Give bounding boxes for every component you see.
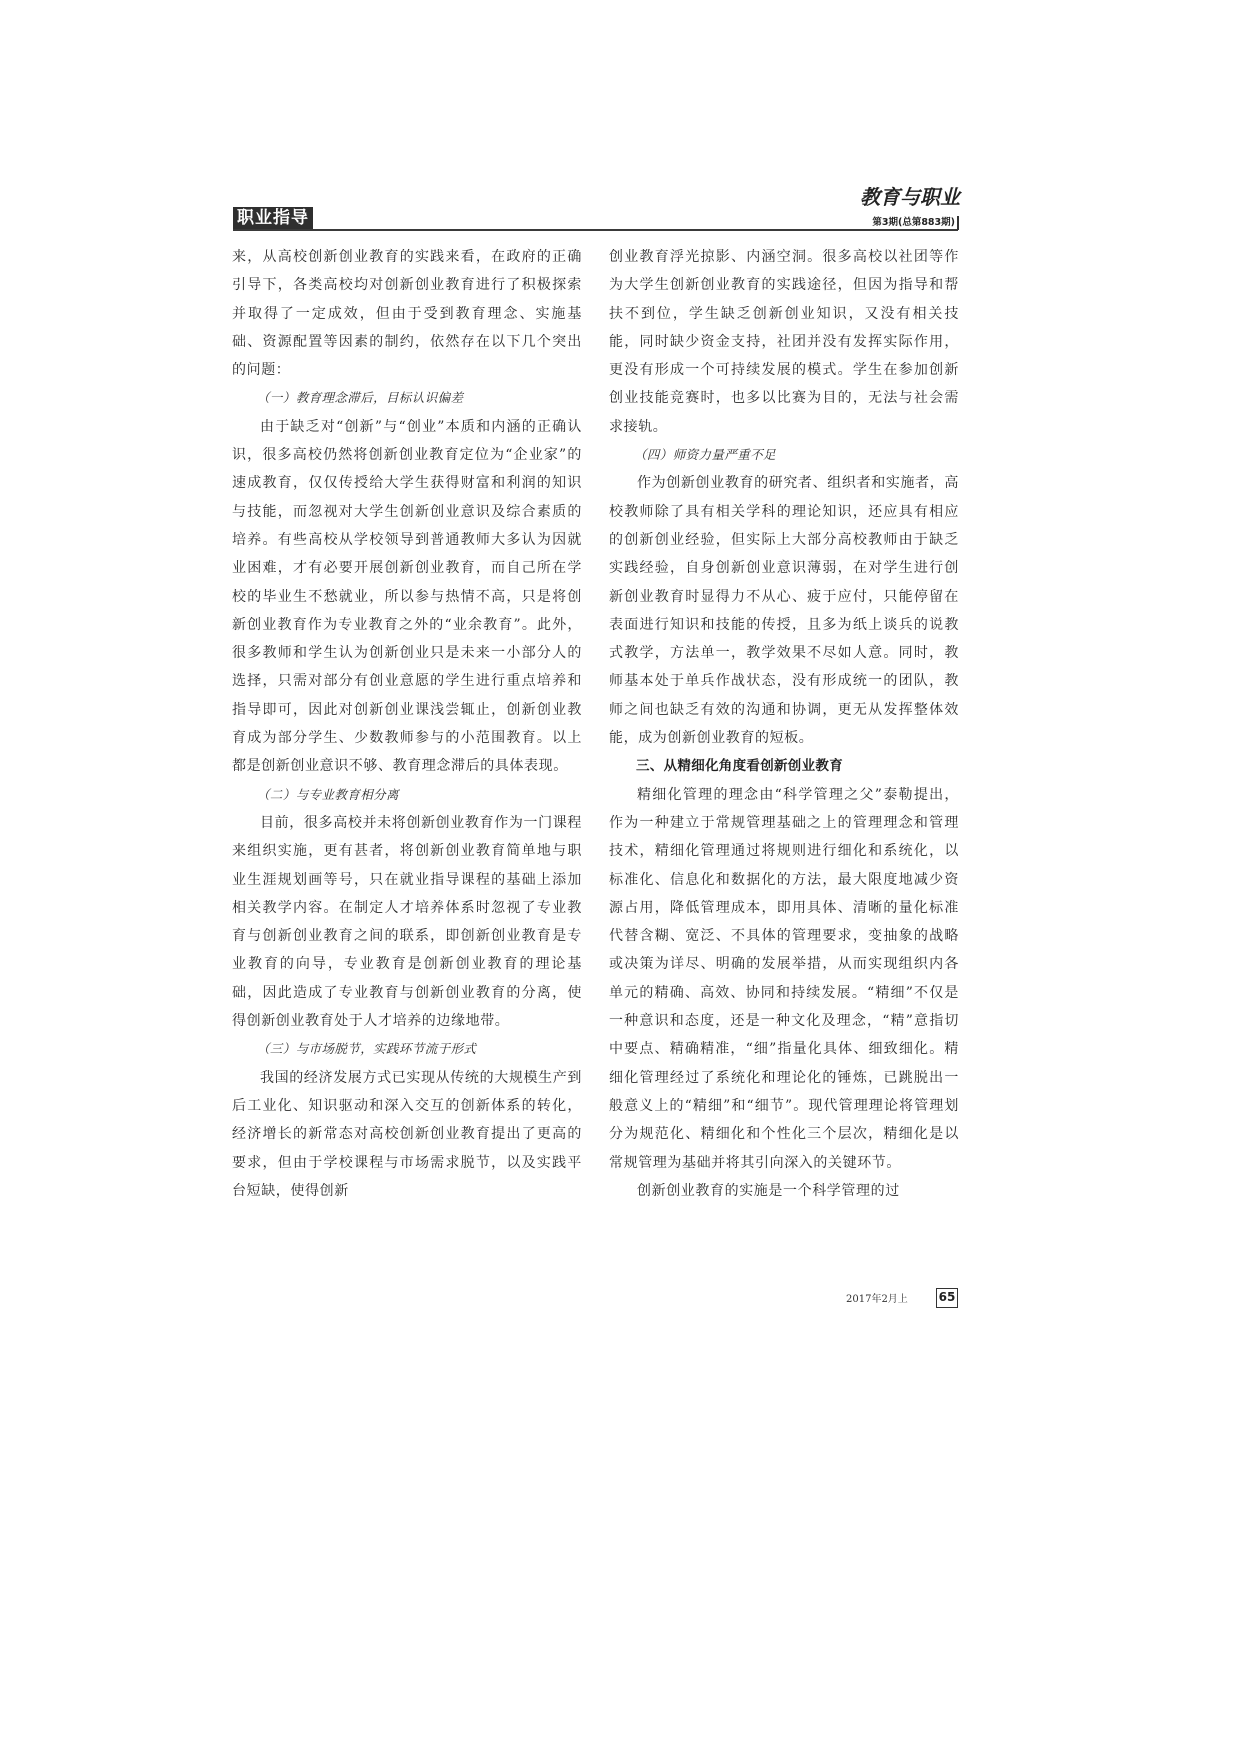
page-number: 65 [936, 1288, 958, 1308]
journal-title: 教育与职业 [860, 185, 960, 209]
paragraph: 我国的经济发展方式已实现从传统的大规模生产到后工业化、知识驱动和深入交互的创新体系的转化，经济增长的新常态对高校创新创业教育提出了更高的要求，但由于学校课程与市场需求脱节，以及实践平台短缺，使得创新 [232, 1069, 582, 1199]
subheading: （四）师资力量严重不足 [634, 447, 776, 463]
paragraph: 精细化管理的理念由“科学管理之父”泰勒提出，作为一种建立于常规管理基础之上的管理理念和管理技术，精细化管理通过将规则进行细化和系统化，以标准化、信息化和数据化的方法，最大限度地减少资源占用，降低管理成本，即用具体、清晰的量化标准代替含糊、宽泛、不具体的管理要求，变抽象的战略或决策为详尽、明确的发展举措，从而实现组织内各单元的精确、高效、协同和持续发展。“精细”不仅是一种意识和态度，还是一种文化及理念，“精”意指切中要点、精确精准，“细”指量化具体、细致细化。精细化管理经过了系统化和理论化的锤炼，已跳脱出一般意义上的“精细”和“细节”。现代管理理论将管理划分为规范化、精细化和个性化三个层次，精细化是以常规管理为基础并将其引向深入的关键环节。 [609, 786, 959, 1171]
right-column [609, 243, 959, 1205]
paragraph: 创业教育浮光掠影、内涵空洞。很多高校以社团等作为大学生创新创业教育的实践途径，但因为指导和帮扶不到位，学生缺乏创新创业知识，又没有相关技能，同时缺少资金支持，社团并没有发挥实际作用，更没有形成一个可持续发展的模式。学生在参加创新创业技能竞赛时，也多以比赛为目的，无法与社会需求接轨。 [609, 249, 959, 435]
issue-number: 第3期(总第883期) [855, 216, 959, 230]
left-column [232, 243, 582, 1205]
paragraph: 作为创新创业教育的研究者、组织者和实施者，高校教师除了具有相关学科的理论知识，还应具有相应的创新创业经验，但实际上大部分高校教师由于缺乏实践经验，自身创新创业意识薄弱，在对学生进行创新创业教育时显得力不从心、疲于应付，只能停留在表面进行知识和技能的传授，且多为纸上谈兵的说教式教学，方法单一，教学效果不尽如人意。同时，教师基本处于单兵作战状态，没有形成统一的团队，教师之间也缺乏有效的沟通和协调，更无从发挥整体效能，成为创新创业教育的短板。 [609, 475, 959, 747]
section-heading: 三、从精细化角度看创新创业教育 [636, 758, 843, 775]
header-divider [233, 229, 958, 231]
issue-date: 2017年2月上 [846, 1294, 908, 1305]
paragraph: 目前，很多高校并未将创新创业教育作为一门课程来组织实施，更有甚者，将创新创业教育简单地与职业生涯规划画等号，只在就业指导课程的基础上添加相关教学内容。在制定人才培养体系时忽视了专业教育与创新创业教育之间的联系，即创新创业教育是专业教育的向导，专业教育是创新创业教育的理论基础，因此造成了专业教育与创新创业教育的分离，使得创新创业教育处于人才培养的边缘地带。 [232, 814, 582, 1030]
section-label: 职业指导 [233, 207, 313, 229]
paragraph: 由于缺乏对“创新”与“创业”本质和内涵的正确认识，很多高校仍然将创新创业教育定位为“企业家”的速成教育，仅仅传授给大学生获得财富和利润的知识与技能，而忽视对大学生创新创业意识及综合素质的培养。有些高校从学校领导到普通教师大多认为因就业困难，才有必要开展创新创业教育，而自己所在学校的毕业生不愁就业，所以参与热情不高，只是将创新创业教育作为专业教育之外的“业余教育”。此外，很多教师和学生认为创新创业只是未来一小部分人的选择，只需对部分有创业意愿的学生进行重点培养和指导即可，因此对创新创业课浅尝辄止，创新创业教育成为部分学生、少数教师参与的小范围教育。以上都是创新创业意识不够、教育理念滞后的具体表现。 [232, 418, 582, 775]
paragraph: 来，从高校创新创业教育的实践来看，在政府的正确引导下，各类高校均对创新创业教育进行了积极探索并取得了一定成效，但由于受到教育理念、实施基础、资源配置等因素的制约，依然存在以下几个突出的问题： [232, 249, 582, 379]
subheading: （三）与市场脱节，实践环节流于形式 [257, 1041, 477, 1057]
subheading: （二）与专业教育相分离 [257, 786, 399, 802]
subheading: （一）教育理念滞后，目标认识偏差 [257, 390, 464, 406]
paragraph: 创新创业教育的实施是一个科学管理的过 [637, 1182, 900, 1199]
